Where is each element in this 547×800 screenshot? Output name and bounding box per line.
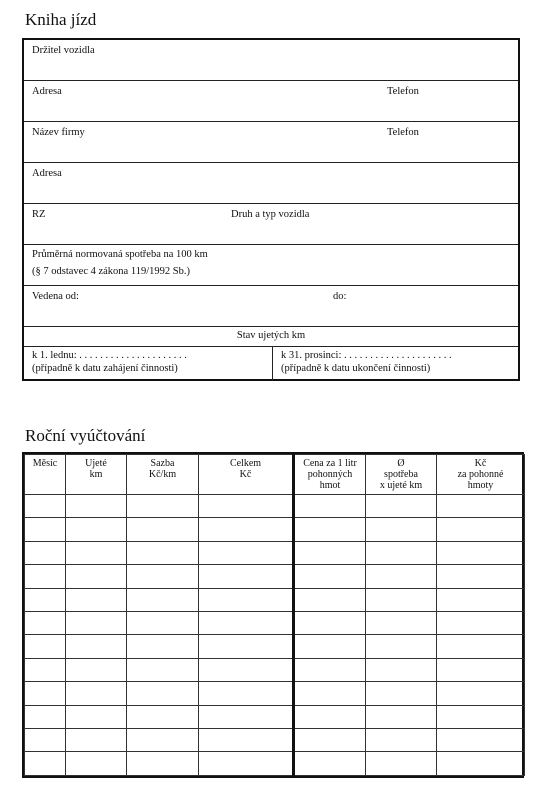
- table-cell[interactable]: [366, 705, 437, 728]
- table-cell[interactable]: [66, 518, 127, 541]
- dec31-cell[interactable]: [273, 347, 518, 381]
- table-cell[interactable]: [294, 495, 366, 518]
- table-cell[interactable]: [25, 588, 66, 611]
- table-row: [25, 518, 525, 541]
- table-cell[interactable]: [437, 518, 525, 541]
- table-cell[interactable]: [437, 729, 525, 752]
- vehicle-type-label: Druh a typ vozidla: [231, 209, 310, 220]
- table-cell[interactable]: [127, 729, 199, 752]
- table-row: [25, 541, 525, 564]
- annual-title: Roční vyúčtování: [25, 426, 146, 445]
- company-row[interactable]: [24, 122, 518, 163]
- column-header: Celkem Kč: [199, 455, 294, 495]
- consumption-label: Průměrná normovaná spotřeba na 100 km: [32, 249, 208, 260]
- table-cell[interactable]: [25, 658, 66, 681]
- address-label: Adresa: [32, 86, 62, 97]
- table-cell[interactable]: [199, 658, 294, 681]
- table-cell[interactable]: [66, 658, 127, 681]
- table-cell[interactable]: [437, 705, 525, 728]
- table-cell[interactable]: [437, 635, 525, 658]
- odometer-label: Stav ujetých km: [236, 330, 306, 341]
- table-cell[interactable]: [199, 729, 294, 752]
- table-cell[interactable]: [127, 612, 199, 635]
- odometer-values-row: [24, 347, 518, 381]
- table-cell[interactable]: [127, 635, 199, 658]
- table-cell[interactable]: [127, 541, 199, 564]
- table-cell[interactable]: [366, 612, 437, 635]
- table-cell[interactable]: [294, 541, 366, 564]
- table-cell[interactable]: [127, 705, 199, 728]
- vehicle-info-form: [22, 38, 520, 381]
- table-cell[interactable]: [366, 518, 437, 541]
- table-cell[interactable]: [199, 541, 294, 564]
- column-header: Ø spotřeba x ujeté km: [366, 455, 437, 495]
- kept-to-label: do:: [333, 291, 347, 302]
- table-cell[interactable]: [366, 565, 437, 588]
- table-cell[interactable]: [127, 682, 199, 705]
- table-cell[interactable]: [437, 495, 525, 518]
- kept-from-label: Vedena od:: [32, 291, 79, 302]
- logbook-title: Kniha jízd: [25, 10, 97, 29]
- jan1-cell[interactable]: [24, 347, 273, 381]
- table-cell[interactable]: [66, 612, 127, 635]
- table-cell[interactable]: [437, 658, 525, 681]
- address-label: Adresa: [32, 168, 62, 179]
- table-cell[interactable]: [25, 518, 66, 541]
- table-cell[interactable]: [294, 518, 366, 541]
- table-cell[interactable]: [25, 612, 66, 635]
- address-phone-row-1[interactable]: [24, 81, 518, 122]
- table-cell[interactable]: [127, 658, 199, 681]
- rz-label: RZ: [32, 209, 46, 220]
- column-header: Ujeté km: [66, 455, 127, 495]
- phone-label: Telefon: [387, 127, 419, 138]
- table-cell[interactable]: [294, 565, 366, 588]
- dec31-note: (případně k datu ukončení činnosti): [281, 363, 431, 374]
- column-header: Kč za pohonné hmoty: [437, 455, 525, 495]
- table-row: [25, 752, 525, 776]
- table-cell[interactable]: [25, 565, 66, 588]
- table-cell[interactable]: [66, 495, 127, 518]
- annual-table: [22, 452, 524, 778]
- table-cell[interactable]: [25, 729, 66, 752]
- table-cell[interactable]: [25, 495, 66, 518]
- table-cell[interactable]: [66, 705, 127, 728]
- table-cell[interactable]: [127, 752, 199, 776]
- table-cell[interactable]: [437, 612, 525, 635]
- column-header: Měsíc: [25, 455, 66, 495]
- table-row: [25, 729, 525, 752]
- table-cell[interactable]: [199, 495, 294, 518]
- table-cell[interactable]: [366, 635, 437, 658]
- table-cell[interactable]: [25, 705, 66, 728]
- table-cell[interactable]: [127, 565, 199, 588]
- table-cell[interactable]: [437, 565, 525, 588]
- table-header-row: [25, 455, 525, 495]
- table-row: [25, 705, 525, 728]
- table-cell[interactable]: [25, 752, 66, 776]
- table-cell[interactable]: [294, 635, 366, 658]
- table-cell[interactable]: [199, 752, 294, 776]
- dec31-label: k 31. prosinci: . . . . . . . . . . . . . . . . . . . . .: [281, 350, 452, 361]
- vehicle-row[interactable]: [24, 204, 518, 245]
- table-cell[interactable]: [25, 682, 66, 705]
- table-row: [25, 588, 525, 611]
- table-row: [25, 565, 525, 588]
- table-cell[interactable]: [66, 635, 127, 658]
- table-cell[interactable]: [437, 752, 525, 776]
- phone-label: Telefon: [387, 86, 419, 97]
- table-cell[interactable]: [199, 682, 294, 705]
- table-cell[interactable]: [66, 752, 127, 776]
- odometer-header-row: [24, 327, 518, 347]
- table-cell[interactable]: [127, 518, 199, 541]
- table-cell[interactable]: [66, 729, 127, 752]
- table-cell[interactable]: [127, 495, 199, 518]
- table-cell[interactable]: [25, 635, 66, 658]
- table-cell[interactable]: [294, 752, 366, 776]
- holder-row[interactable]: [24, 40, 518, 81]
- table-cell[interactable]: [294, 705, 366, 728]
- jan1-note: (případně k datu zahájení činnosti): [32, 363, 178, 374]
- table-cell[interactable]: [437, 588, 525, 611]
- table-cell[interactable]: [66, 682, 127, 705]
- table-cell[interactable]: [437, 541, 525, 564]
- table-cell[interactable]: [199, 705, 294, 728]
- table-cell[interactable]: [294, 682, 366, 705]
- table-cell[interactable]: [366, 682, 437, 705]
- table-cell[interactable]: [127, 588, 199, 611]
- table-cell[interactable]: [199, 612, 294, 635]
- table-cell[interactable]: [199, 565, 294, 588]
- table-row: [25, 612, 525, 635]
- table-cell[interactable]: [294, 658, 366, 681]
- column-header: Cena za 1 litr pohonných hmot: [294, 455, 366, 495]
- table-cell[interactable]: [199, 588, 294, 611]
- table-cell[interactable]: [366, 541, 437, 564]
- table-cell[interactable]: [66, 565, 127, 588]
- table-cell[interactable]: [66, 588, 127, 611]
- consumption-row[interactable]: [24, 245, 518, 286]
- table-cell[interactable]: [25, 541, 66, 564]
- holder-label: Držitel vozidla: [32, 45, 95, 56]
- table-cell[interactable]: [366, 729, 437, 752]
- table-cell[interactable]: [66, 541, 127, 564]
- table-row: [25, 635, 525, 658]
- table-cell[interactable]: [294, 612, 366, 635]
- table-cell[interactable]: [366, 658, 437, 681]
- consumption-note: (§ 7 odstavec 4 zákona 119/1992 Sb.): [32, 266, 190, 277]
- table-cell[interactable]: [199, 518, 294, 541]
- table-cell[interactable]: [294, 729, 366, 752]
- table-cell[interactable]: [199, 635, 294, 658]
- table-row: [25, 682, 525, 705]
- table-row: [25, 658, 525, 681]
- kept-period-row[interactable]: [24, 286, 518, 327]
- company-label: Název firmy: [32, 127, 85, 138]
- table-cell[interactable]: [437, 682, 525, 705]
- jan1-label: k 1. lednu: . . . . . . . . . . . . . . . . . . . . .: [32, 350, 187, 361]
- address-row-2[interactable]: [24, 163, 518, 204]
- table-row: [25, 495, 525, 518]
- table-cell[interactable]: [366, 495, 437, 518]
- table-cell[interactable]: [366, 752, 437, 776]
- table-cell[interactable]: [294, 588, 366, 611]
- table-cell[interactable]: [366, 588, 437, 611]
- column-header: Sazba Kč/km: [127, 455, 199, 495]
